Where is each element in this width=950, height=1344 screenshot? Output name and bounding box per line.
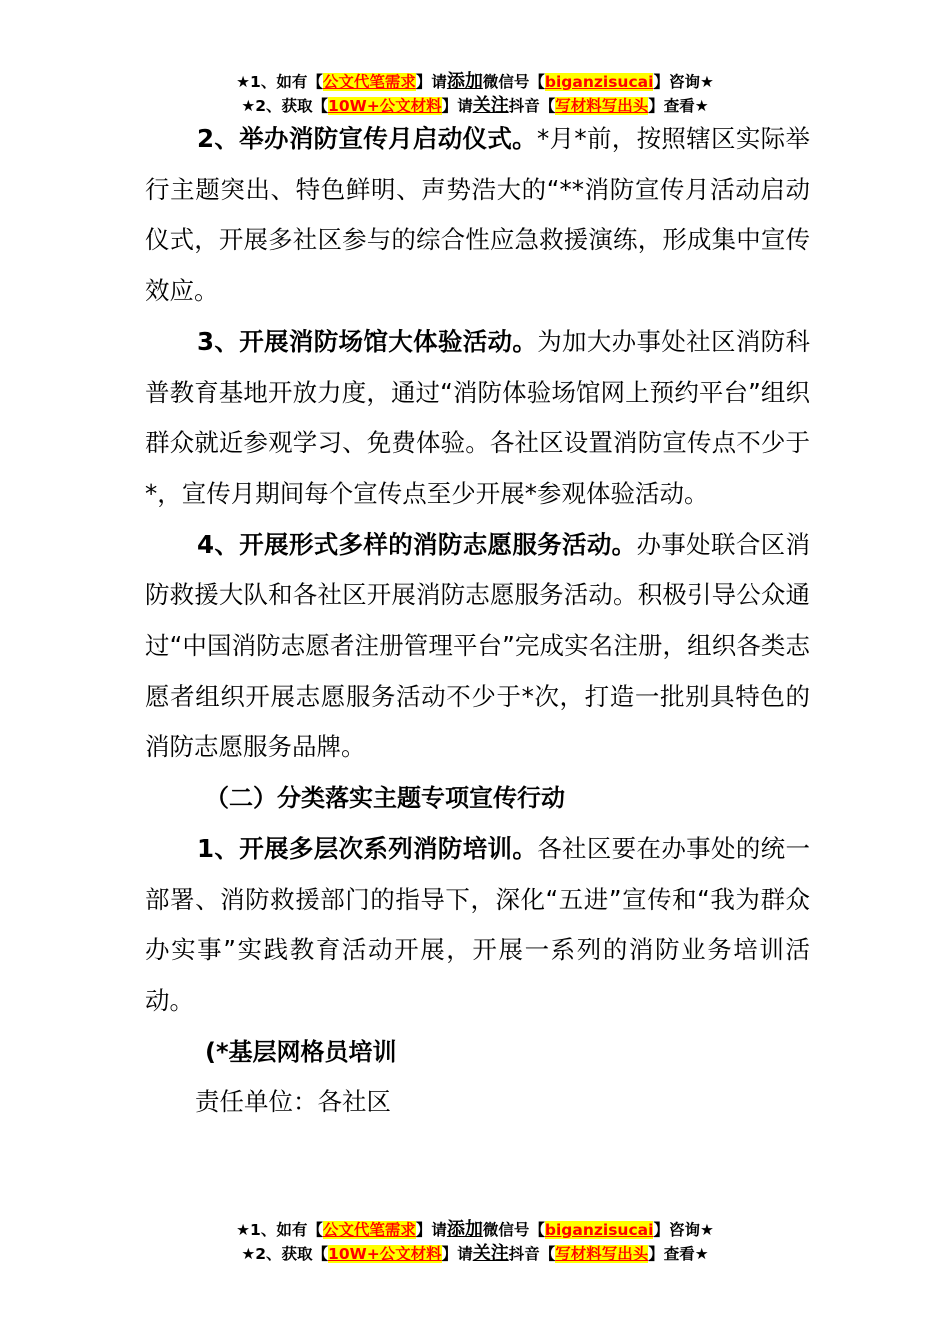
banner-underline: 添加 xyxy=(446,1219,483,1240)
responsible-unit: 责任单位：各社区 xyxy=(195,1087,391,1117)
paragraph-title: 2、举办消防宣传月启动仪式。 xyxy=(197,124,537,153)
paragraph-title: 4、开展形式多样的消防志愿服务活动。 xyxy=(197,529,637,559)
banner-text: 微信号【 xyxy=(482,73,545,91)
banner-highlight: 10W+公文材料 xyxy=(328,1245,442,1263)
paragraph-body: 为加大办事处社区消防科普教育基地开放力度，通过“消防体验场馆网上预约平台”组织群众就近参观学习、免费体验。各社区设置消防宣传点不少于*，宣传月期间每个宣传点至少开展*参观体验活动。 xyxy=(145,326,811,508)
banner-text: 抖音【 xyxy=(508,1245,556,1263)
footer-banner xyxy=(0,1218,950,1266)
banner-line-2 xyxy=(0,1242,950,1266)
banner-highlight: 公文代笔需求 xyxy=(322,1221,416,1239)
banner-underline: 关注 xyxy=(472,95,509,116)
banner-highlight: 公文代笔需求 xyxy=(322,73,416,91)
banner-text: 】查看★ xyxy=(648,97,709,115)
wechat-id: biganzisucai xyxy=(544,73,654,91)
douyin-id: 写材料写出头 xyxy=(555,97,649,115)
banner-text: ★1、如有【 xyxy=(236,1221,323,1239)
banner-text: ★1、如有【 xyxy=(236,73,323,91)
banner-text: 】请 xyxy=(415,73,447,91)
banner-underline: 添加 xyxy=(446,71,483,92)
banner-text: 】咨询★ xyxy=(653,73,714,91)
sub-heading: (*基层网格员培训 xyxy=(205,1037,397,1066)
paragraph-body: 各社区要在办事处的统一部署、消防救援部门的指导下，深化“五进”宣传和“我为群众办实事”实践教育活动开展，开展一系列的消防业务培训活动。 xyxy=(145,833,811,1015)
banner-line-1 xyxy=(0,70,950,94)
banner-text: 】查看★ xyxy=(648,1245,709,1263)
document-body xyxy=(145,114,810,1128)
paragraph-title: 3、开展消防场馆大体验活动。 xyxy=(197,326,538,356)
banner-line-1 xyxy=(0,1218,950,1242)
banner-text: 抖音【 xyxy=(508,97,556,115)
banner-highlight: 10W+公文材料 xyxy=(328,97,442,115)
banner-text: 】请 xyxy=(441,97,473,115)
paragraph-body: 办事处联合区消防救援大队和各社区开展消防志愿服务活动。积极引导公众通过“中国消防志愿者注册管理平台”完成实名注册，组织各类志愿者组织开展志愿服务活动不少于*次，打造一批别具特色的消防志愿服务品牌。 xyxy=(145,529,811,762)
paragraph xyxy=(145,114,810,317)
banner-text: 】咨询★ xyxy=(653,1221,714,1239)
paragraph xyxy=(145,317,810,520)
paragraph xyxy=(145,824,810,1027)
banner-text: 微信号【 xyxy=(482,1221,545,1239)
paragraph xyxy=(145,520,810,774)
wechat-id: biganzisucai xyxy=(544,1221,654,1239)
banner-underline: 关注 xyxy=(472,1243,509,1264)
banner-text: 】请 xyxy=(415,1221,447,1239)
douyin-id: 写材料写出头 xyxy=(555,1245,649,1263)
banner-text: 】请 xyxy=(441,1245,473,1263)
banner-text: ★2、获取【 xyxy=(241,97,329,115)
paragraph-body: *月*前，按照辖区实际举行主题突出、特色鲜明、声势浩大的“**消防宣传月活动启动仪式，开展多社区参与的综合性应急救援演练，形成集中宣传效应。 xyxy=(145,124,810,306)
paragraph-title: 1、开展多层次系列消防培训。 xyxy=(197,833,538,863)
section-heading: （二）分类落实主题专项宣传行动 xyxy=(205,784,565,813)
banner-text: ★2、获取【 xyxy=(241,1245,329,1263)
header-banner xyxy=(0,70,950,118)
